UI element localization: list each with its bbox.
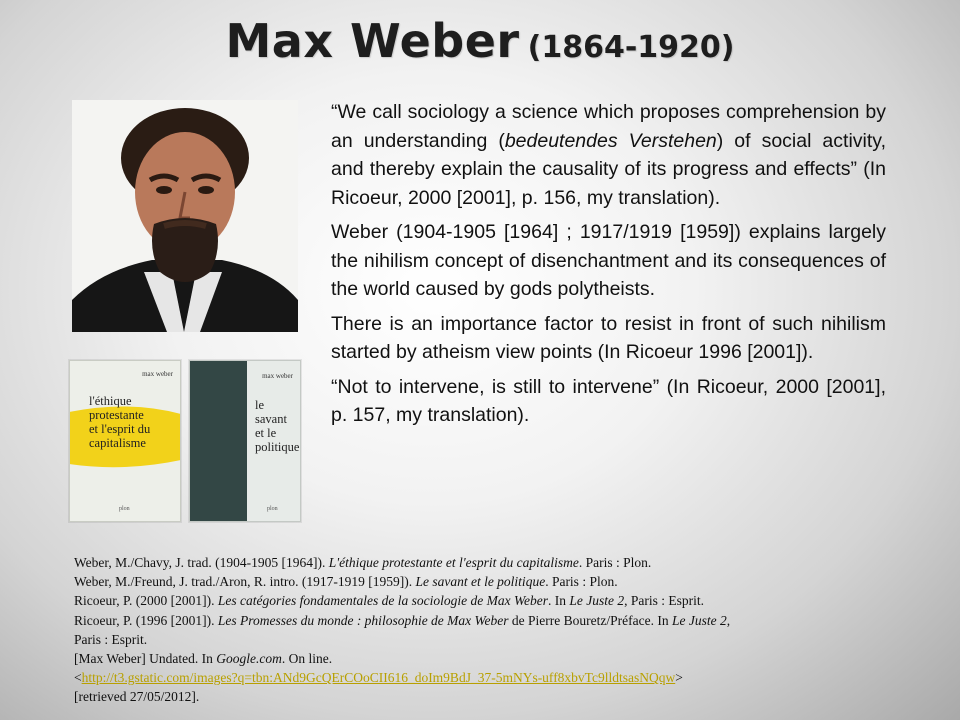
book-cover-ethique — [69, 360, 181, 522]
quote-paragraph-4: “Not to intervene, is still to intervene” (In Ricoeur, 2000 [2001], p. 157, my translation). — [331, 375, 886, 426]
book1-title-line: capitalisme — [89, 436, 146, 450]
title-years: (1864-1920) — [527, 30, 735, 65]
reference-item: Weber, M./Freund, J. trad./Aron, R. intro. (1917-1919 [1959]). Le savant et le politique. Paris : Plon. — [74, 574, 618, 590]
quote-paragraph-2: Weber (1904-1905 [1964] ; 1917/1919 [1959]) explains largely the nihilism concept of disenchantment and its consequences of the world caused by gods polytheists. — [331, 221, 886, 300]
book2-title-line: le — [255, 398, 265, 412]
title-name: Max Weber — [225, 14, 520, 68]
image-source-link[interactable]: http://t3.gstatic.com/images?q=tbn:ANd9GcQErCOoCII616_doIm9BdJ_37-5mNYs-uff8xbvTc9lldtsasNQqw — [81, 670, 676, 686]
quote-paragraph-1: “We call sociology a science which proposes comprehension by an understanding (bedeutendes Verstehen) of social activity, and thereby explain the causality of its progress and effects” (In Ricoeur, 2000 [2001], p. 156, my translation). — [331, 101, 886, 209]
references-list — [74, 553, 894, 707]
slide-title — [0, 14, 960, 68]
reference-item: <http://t3.gstatic.com/images?q=tbn:ANd9GcQErCOoCII616_doIm9BdJ_37-5mNYs-uff8xbvTc9lldtsasNQqw> — [74, 670, 683, 686]
reference-item: Weber, M./Chavy, J. trad. (1904-1905 [1964]). L'éthique protestante et l'esprit du capitalisme. Paris : Plon. — [74, 555, 652, 570]
book1-title-line: et l'esprit du — [89, 422, 151, 436]
book1-publisher: plon — [119, 506, 130, 512]
reference-item: Ricoeur, P. (2000 [2001]). Les catégories fondamentales de la sociologie de Max Weber. In Le Juste 2, Paris : Esprit. — [74, 593, 705, 609]
book1-author: max weber — [142, 370, 173, 378]
reference-item: Paris : Esprit. — [74, 631, 148, 647]
quote-block — [331, 98, 886, 436]
book2-title-line: et le — [255, 426, 277, 440]
reference-item: [Max Weber] Undated. In Google.com. On line. — [74, 651, 333, 667]
reference-item: [retrieved 27/05/2012]. — [74, 689, 200, 705]
book2-title-line: politique — [255, 440, 300, 454]
quote-paragraph-3: There is an importance factor to resist in front of such nihilism started by atheism view points (In Ricoeur 1996 [2001]). — [331, 312, 886, 363]
reference-item: Ricoeur, P. (1996 [2001]). Les Promesses du monde : philosophie de Max Weber de Pierre Bouretz/Préface. In Le Juste 2, — [74, 612, 731, 628]
book-cover-savant — [189, 360, 301, 522]
book1-title-line: protestante — [89, 408, 144, 422]
book2-author: max weber — [262, 372, 293, 380]
book2-title-line: savant — [255, 412, 287, 426]
book2-publisher: plon — [267, 506, 278, 512]
weber-portrait-image — [72, 100, 298, 332]
book1-title-line: l'éthique — [89, 394, 132, 408]
